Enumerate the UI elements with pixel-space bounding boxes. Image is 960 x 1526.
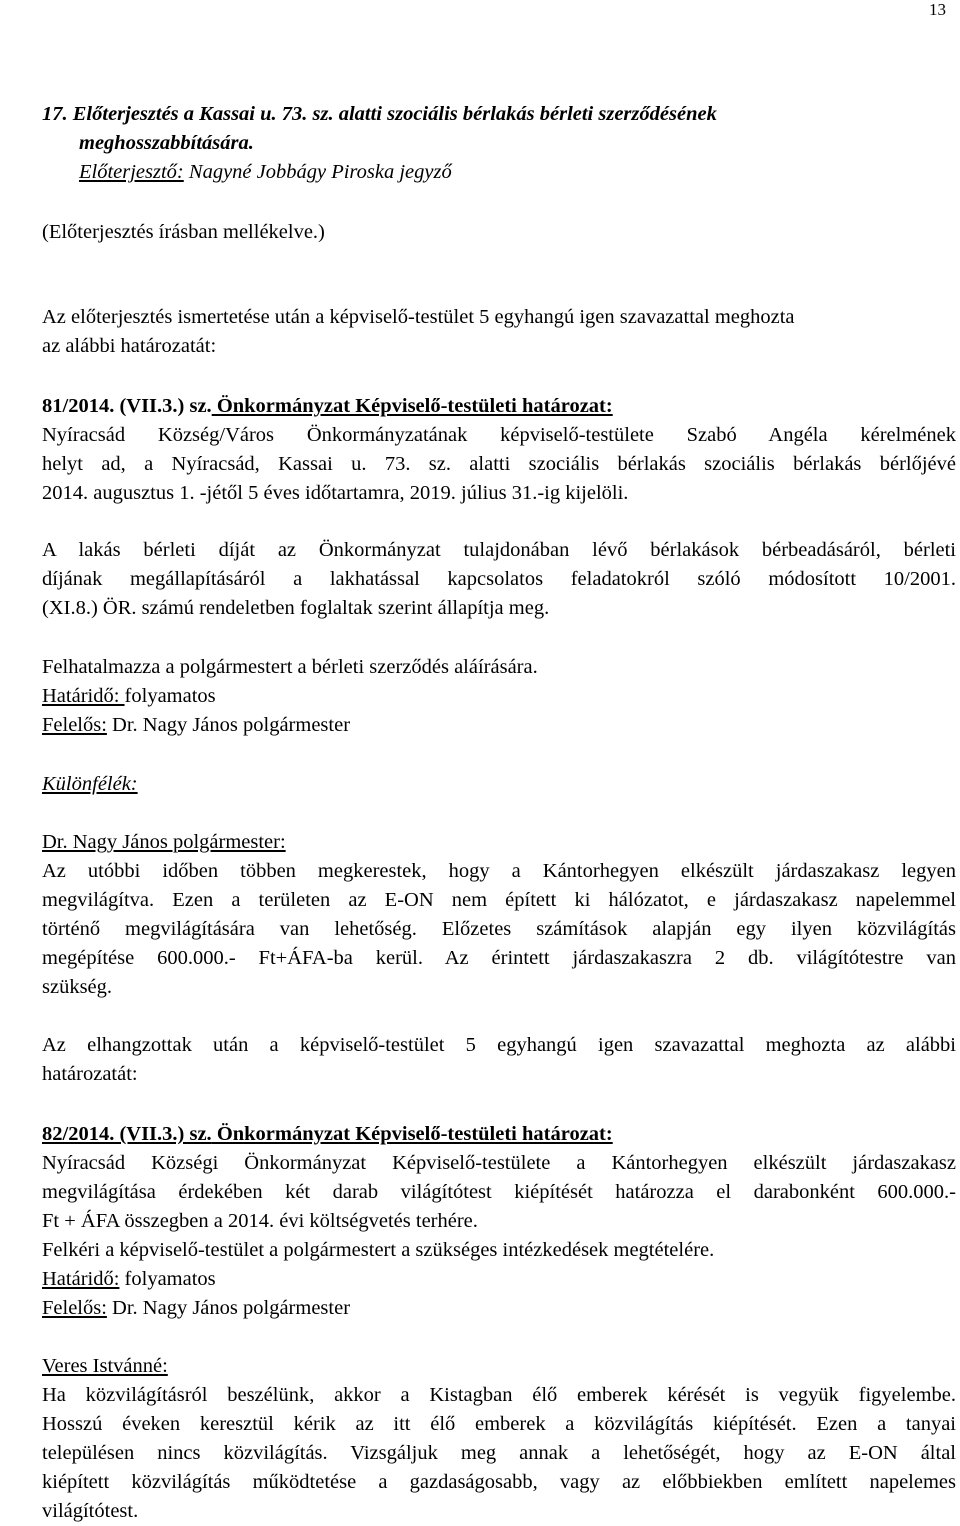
resolution-81-body-line: helyt ad, a Nyíracsád, Kassai u. 73. sz. alatti szociális bérlakás szociális bérlakás bérlőjévé <box>42 453 956 475</box>
deadline-value: folyamatos <box>124 685 216 707</box>
resolution-82-body-line: Felkéri a képviselő-testület a polgármestert a szükséges intézkedések megtételére. <box>42 1239 715 1261</box>
deadline-label: Határidő: <box>42 1268 120 1290</box>
attachment-note: (Előterjesztés írásban mellékelve.) <box>42 221 325 243</box>
rent-line: díjának megállapításáról a lakhatással kapcsolatos feladatokról szóló módosított 10/2001. <box>42 568 956 590</box>
page-number: 13 <box>929 0 946 19</box>
agenda-title-line-1: 17. Előterjesztés a Kassai u. 73. sz. alatti szociális bérlakás bérleti szerződésének <box>42 103 717 125</box>
resolution-82-body-line: megvilágítása érdekében két darab világítótest kiépítését határozza el darabonként 600.000.- <box>42 1181 956 1203</box>
resolution-82-body-line: Nyíracsád Községi Önkormányzat Képviselő-testülete a Kántorhegyen elkészült járdaszakasz <box>42 1152 956 1174</box>
responsible-value: Dr. Nagy János polgármester <box>106 1297 351 1319</box>
speaker-2-line: világítótest. <box>42 1500 139 1522</box>
resolution-81-number: 81/2014. (VII.3.) sz. <box>42 395 212 417</box>
responsible-value: Dr. Nagy János polgármester <box>106 714 351 736</box>
speaker-2-line: Ha közvilágításról beszélünk, akkor a Kistagban élő emberek kérését is vegyük figyelembe. <box>42 1384 956 1406</box>
speaker-1-line: megépítése 600.000.- Ft+ÁFA-ba kerül. Az érintett járdaszakaszra 2 db. világítótestre van <box>42 947 956 969</box>
resolution-81-heading <box>42 392 915 421</box>
deadline-82 <box>42 1265 915 1294</box>
resolution-81-title: Önkormányzat Képviselő-testületi határozat: <box>211 395 613 417</box>
agenda-title-line-2: meghosszabbítására. <box>79 132 254 154</box>
speaker-1-line: Az utóbbi időben többen megkerestek, hogy a Kántorhegyen elkészült járdaszakasz legyen <box>42 860 956 882</box>
vote-line-1: Az előterjesztés ismertetése után a képviselő-testület 5 egyhangú igen szavazattal meghozta <box>42 306 795 328</box>
vote-line-2: az alábbi határozatát: <box>42 335 217 357</box>
vote-2-line-1: Az elhangzottak után a képviselő-testület 5 egyhangú igen szavazattal meghozta az alábbi <box>42 1034 956 1056</box>
speaker-1-line: történő megvilágítására van lehetőség. Előzetes számítások alapján egy ilyen közvilágítás <box>42 918 956 940</box>
speaker-2-line: kiépített közvilágítás működtetése a gazdaságosabb, vagy az előbbiekben említett napelemes <box>42 1471 956 1493</box>
agenda-presenter <box>79 158 952 187</box>
speaker-1-line: szükség. <box>42 976 113 998</box>
speaker-2-name: Veres Istvánné: <box>42 1355 168 1377</box>
resolution-82-title: Önkormányzat Képviselő-testületi határozat: <box>211 1123 613 1145</box>
resolution-81-body-line: 2014. augusztus 1. -jétől 5 éves időtartamra, 2019. július 31.-ig kijelöli. <box>42 482 629 504</box>
speaker-1-line: megvilágítva. Ezen a területen az E-ON nem épített ki hálózatot, e járdaszakasz napelemmel <box>42 889 956 911</box>
resolution-82-heading <box>42 1120 915 1149</box>
rent-line: A lakás bérleti díját az Önkormányzat tulajdonában lévő bérlakások bérbeadásáról, bérleti <box>42 539 956 561</box>
responsible-label: Felelős: <box>42 714 107 736</box>
speaker-2-line: Hosszú éveken keresztül kérik az itt élő emberek a közvilágítás kiépítését. Ezen a tanyai <box>42 1413 956 1435</box>
resolution-82-number: 82/2014. (VII.3.) sz. <box>42 1123 212 1145</box>
responsible-label: Felelős: <box>42 1297 107 1319</box>
deadline-value: folyamatos <box>119 1268 216 1290</box>
presenter-name: Nagyné Jobbágy Piroska jegyző <box>183 161 452 183</box>
resolution-82-body-line: Ft + ÁFA összegben a 2014. évi költségvetés terhére. <box>42 1210 478 1232</box>
vote-2-line-2: határozatát: <box>42 1063 138 1085</box>
authorize-text: Felhatalmazza a polgármestert a bérleti szerződés aláírására. <box>42 656 538 678</box>
responsible-81 <box>42 711 915 740</box>
rent-line: (XI.8.) ÖR. számú rendeletben foglaltak szerint állapítja meg. <box>42 597 550 619</box>
deadline-label: Határidő: <box>42 685 125 707</box>
resolution-81-body-line: Nyíracsád Község/Város Önkormányzatának képviselő-testülete Szabó Angéla kérelmének <box>42 424 956 446</box>
misc-heading: Különfélék: <box>42 773 138 795</box>
speaker-2-line: településen nincs közvilágítás. Vizsgáljuk meg annak a lehetőségét, hogy az E-ON által <box>42 1442 956 1464</box>
responsible-82 <box>42 1294 915 1323</box>
deadline-81 <box>42 682 915 711</box>
presenter-label: Előterjesztő: <box>79 161 184 183</box>
speaker-1-name: Dr. Nagy János polgármester: <box>42 831 286 853</box>
